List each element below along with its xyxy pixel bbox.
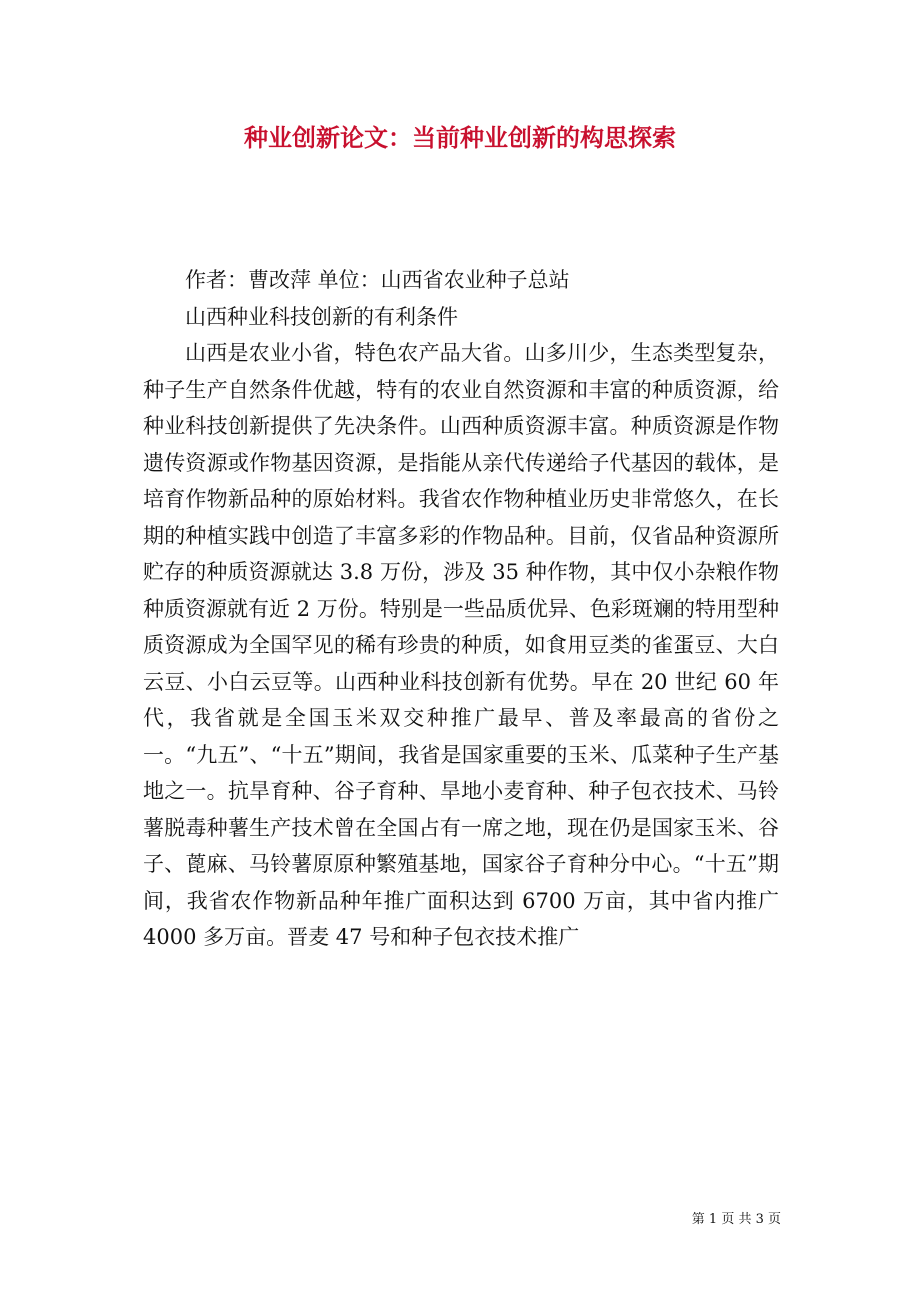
document-title: 种业创新论文：当前种业创新的构思探索 bbox=[244, 123, 676, 152]
page-number: 第 1 页 共 3 页 bbox=[691, 1212, 781, 1227]
section-heading: 山西种业科技创新的有利条件 bbox=[185, 304, 458, 329]
author-line: 作者：曹改萍 单位：山西省农业种子总站 bbox=[185, 268, 570, 292]
body-paragraph: 山西是农业小省，特色农产品大省。山多川少，生态类型复杂，种子生产自然条件优越，特有的农业自然资源和丰富的种质资源，给种业科技创新提供了先决条件。山西种质资源丰富。种质资源是作物遗传资源或作物基因资源，是指能从亲代传递给子代基因的载体，是培育作物新品种的原始材料。我省农作物种植业历史非常悠久，在长期的种植实践中创造了丰富多彩的作物品种。目前，仅省品种资源所贮存的种质资源就达 3.8 万份，涉及 35 种作物，其中仅小杂粮作物种质资源就有近 2 万份。特别是一些品质优异、色彩斑斓的特用型种质资源成为全国罕见的稀有珍贵的种质，如食用豆类的雀蛋豆、大白云豆、小白云豆等。山西种业科技创新有优势。早在 20 世纪 60 年代，我省就是全国玉米双交种推广最早、普及率最高的省份之一。“九五”、“十五”期间，我省是国家重要的玉米、瓜菜种子生产基地之一。抗旱育种、谷子育种、旱地小麦育种、种子包衣技术、马铃薯脱毒种薯生产技术曾在全国占有一席之地，现在仍是国家玉米、谷子、蓖麻、马铃薯原原种繁殖基地，国家谷子育种分中心。“十五”期间，我省农作物新品种年推广面积达到 6700 万亩，其中省内推广 4000 多万亩。晋麦 47 号和种子包衣技术推广 bbox=[143, 341, 779, 949]
document-body bbox=[143, 262, 779, 956]
